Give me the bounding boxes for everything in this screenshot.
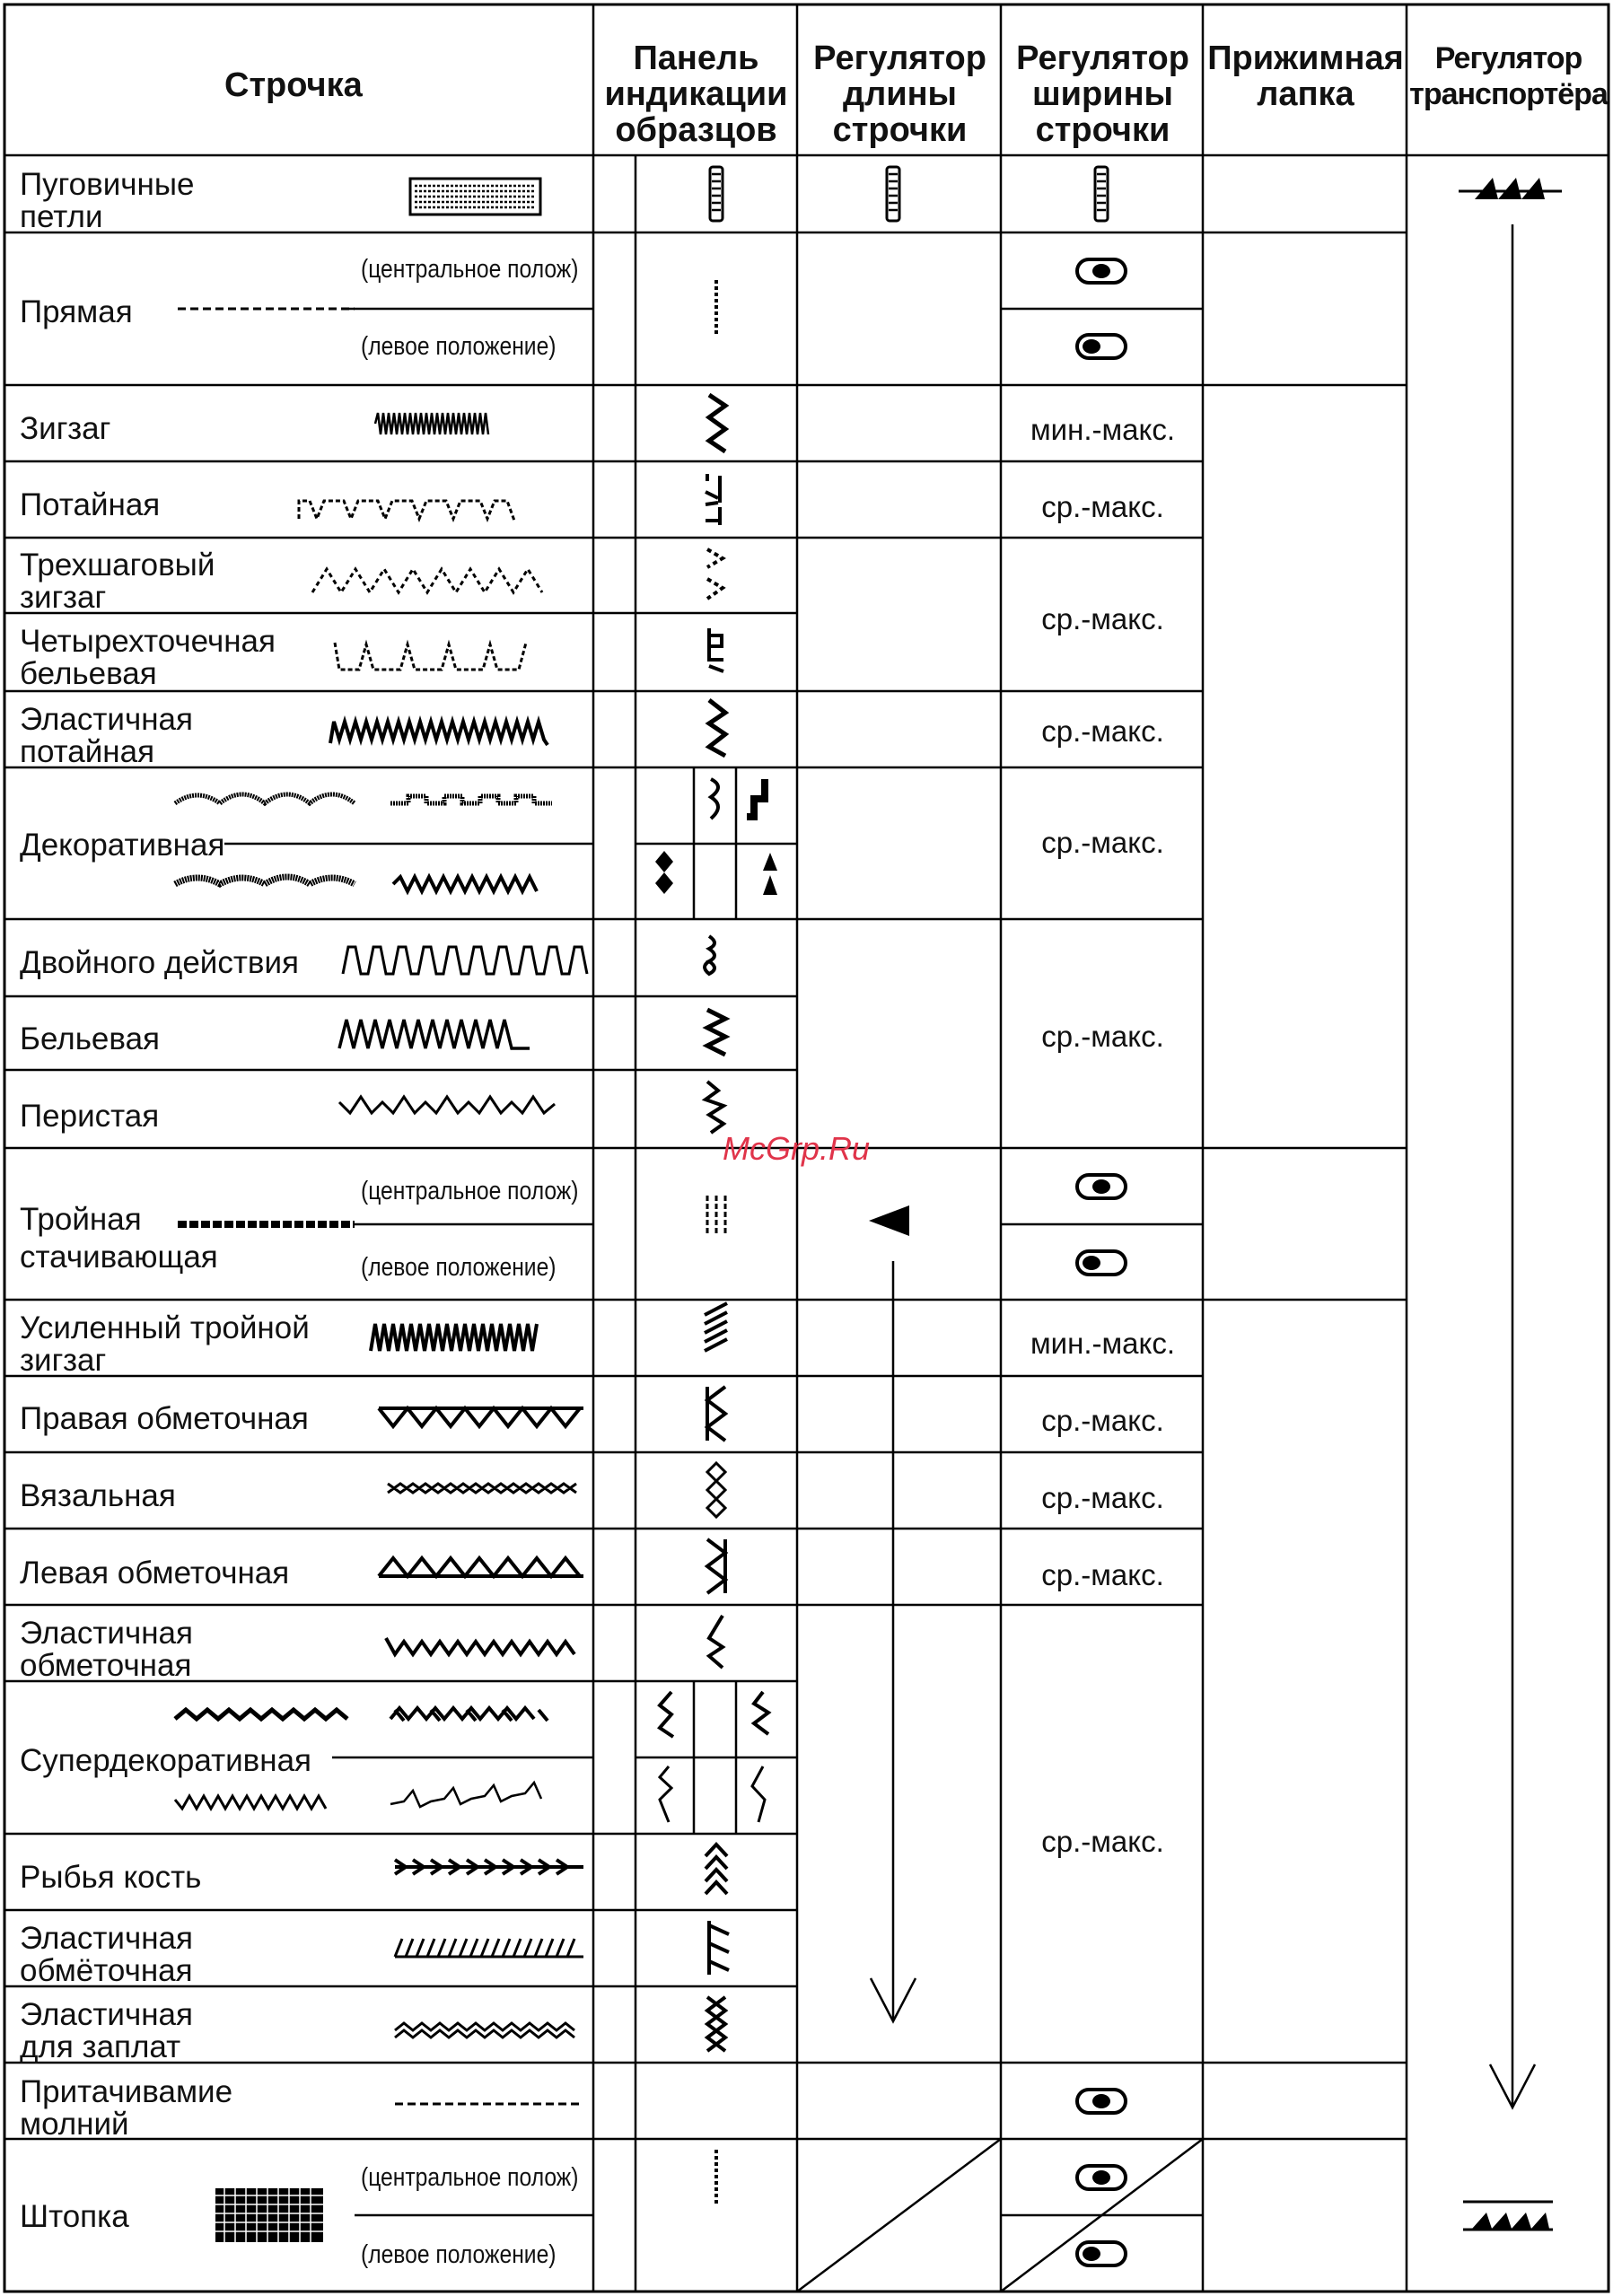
superdecor-c-indicator-icon	[660, 1766, 671, 1822]
stitch-name: Пуговичные петли	[20, 167, 195, 234]
position-left-label: (левое положение)	[361, 1253, 557, 1282]
elastic-blind-sample-icon	[330, 722, 548, 745]
superdecor-sample-a-icon	[175, 1710, 347, 1719]
width-value: ср.-макс.	[1041, 1558, 1164, 1591]
needle-position-left-icon	[1077, 1251, 1126, 1275]
decor-c-indicator-icon	[655, 851, 673, 894]
triple-zigzag-sample-icon	[371, 1324, 537, 1351]
stitch-name: Притачивамие молний	[20, 2074, 233, 2142]
decorative-sample-c-icon	[175, 877, 355, 884]
double-action-sample-icon	[343, 947, 587, 974]
right-overcast-sample-icon	[379, 1408, 583, 1426]
stitch-name: Двойного действия	[20, 945, 299, 980]
patch-sample-icon	[395, 2023, 574, 2037]
stitch-name: Левая обметочная	[20, 1555, 290, 1591]
position-center-label: (центральное полож)	[361, 255, 579, 284]
decorative-sample-a-icon	[175, 794, 355, 803]
decorative-sample-b-icon	[390, 796, 552, 803]
decor-a-indicator-icon	[711, 779, 718, 819]
width-value: ср.-макс.	[1041, 826, 1164, 859]
blind-indicator-icon	[706, 474, 720, 525]
elastic-overlock-sample-icon	[395, 1939, 583, 1957]
stitch-name: Четырехточечная бельевая	[20, 624, 276, 691]
elastic-overcast-sample-icon	[386, 1638, 574, 1654]
stitch-name: Эластичная для заплат	[20, 1997, 193, 2064]
stitch-name: Потайная	[20, 487, 161, 522]
feather-sample-icon	[339, 1097, 555, 1113]
left-overcast-indicator-icon	[707, 1539, 725, 1593]
width-value: мин.-макс.	[1030, 1327, 1176, 1360]
width-value: ср.-макс.	[1041, 714, 1164, 748]
fishbone-sample-icon	[395, 1860, 583, 1874]
buttonhole-indicator-icon	[710, 167, 723, 221]
position-left-label: (левое положение)	[361, 2240, 557, 2269]
patch-indicator-icon	[707, 1997, 725, 2051]
lingerie-sample-icon	[339, 1020, 530, 1048]
superdecor-sample-d-icon	[390, 1783, 541, 1807]
superdecor-sample-b-icon	[390, 1708, 548, 1721]
width-value: ср.-макс.	[1041, 1404, 1164, 1437]
superdecor-a-indicator-icon	[660, 1692, 673, 1737]
zigzag-sample-icon	[375, 413, 488, 434]
left-overcast-sample-icon	[379, 1558, 583, 1576]
superdecor-d-indicator-icon	[752, 1766, 765, 1822]
decor-d-indicator-icon	[763, 853, 777, 895]
width-value: ср.-макс.	[1041, 490, 1164, 523]
stitch-name: Перистая	[20, 1099, 160, 1134]
stitch-name: Супердекоративная	[20, 1743, 311, 1778]
stitch-name: Рыбья кость	[20, 1860, 202, 1895]
needle-position-center-icon	[1077, 259, 1126, 283]
buttonhole-sample-icon	[410, 179, 540, 215]
fishbone-indicator-icon	[706, 1845, 727, 1894]
stitch-name: Правая обметочная	[20, 1401, 309, 1436]
stitch-name: Эластичная обмёточная	[20, 1921, 193, 1988]
superdecor-sample-c-icon	[175, 1796, 326, 1809]
stitch-name: Тройная стачивающая	[20, 1202, 218, 1275]
feather-indicator-icon	[706, 1082, 723, 1133]
stitch-name: Эластичная потайная	[20, 702, 193, 769]
decor-b-indicator-icon	[747, 779, 765, 817]
feed-dog-down-icon	[1463, 2202, 1553, 2230]
stitch-name: Прямая	[20, 294, 133, 329]
needle-position-left-icon	[1077, 335, 1126, 358]
needle-position-center-icon	[1077, 2166, 1126, 2189]
buttonhole-width-icon	[1095, 167, 1108, 221]
needle-position-center-icon	[1077, 2090, 1126, 2113]
width-value: мин.-макс.	[1030, 413, 1176, 446]
stitch-name: Вязальная	[20, 1478, 176, 1513]
needle-position-center-icon	[1077, 1175, 1126, 1198]
knit-indicator-icon	[707, 1463, 725, 1517]
zigzag-indicator-icon	[709, 395, 725, 451]
four-point-indicator-icon	[709, 628, 723, 671]
header-stitch-width: Регулятор ширины строчки	[1016, 39, 1189, 149]
position-center-label: (центральное полож)	[361, 2163, 579, 2192]
blind-sample-icon	[299, 501, 514, 521]
left-triangle-icon	[869, 1205, 909, 1236]
width-value: ср.-макс.	[1041, 1825, 1164, 1858]
knit-sample-icon	[388, 1484, 576, 1493]
feed-dog-up-icon	[1459, 178, 1562, 199]
stitch-name: Трехшаговый зигзаг	[20, 548, 215, 615]
stitch-name: Зигзаг	[20, 411, 111, 446]
stitch-name: Штопка	[20, 2199, 129, 2234]
triple-straight-indicator-icon	[707, 1196, 725, 1233]
lingerie-indicator-icon	[707, 1010, 725, 1055]
stitch-name: Декоративная	[20, 828, 225, 863]
header-presser-foot: Прижимная лапка	[1207, 39, 1404, 113]
elastic-overcast-indicator-icon	[709, 1616, 723, 1668]
width-value: ср.-макс.	[1041, 602, 1164, 635]
elastic-overlock-indicator-icon	[709, 1921, 729, 1975]
three-step-indicator-icon	[707, 549, 723, 599]
position-left-label: (левое положение)	[361, 332, 557, 361]
right-overcast-indicator-icon	[707, 1387, 725, 1441]
header-feed-dog: Регулятор транспортёра	[1409, 41, 1608, 111]
superdecor-b-indicator-icon	[754, 1692, 768, 1734]
buttonhole-length-icon	[887, 167, 899, 221]
width-value: ср.-макс.	[1041, 1481, 1164, 1514]
stitch-name: Бельевая	[20, 1021, 161, 1056]
triple-zigzag-indicator-icon	[705, 1303, 727, 1351]
darning-sample-icon	[215, 2188, 323, 2242]
position-center-label: (центральное полож)	[361, 1177, 579, 1205]
watermark: McGrp.Ru	[723, 1130, 871, 1167]
needle-position-left-icon	[1077, 2242, 1126, 2265]
double-action-indicator-icon	[705, 936, 714, 974]
stitch-name: Эластичная обметочная	[20, 1616, 193, 1683]
header-stitch: Строчка	[224, 66, 363, 104]
elastic-blind-indicator-icon	[709, 700, 725, 756]
four-point-sample-icon	[335, 643, 526, 670]
decorative-sample-d-icon	[393, 877, 537, 891]
width-value: ср.-макс.	[1041, 1020, 1164, 1053]
three-step-sample-icon	[312, 569, 542, 592]
header-stitch-length: Регулятор длины строчки	[813, 39, 986, 149]
header-pattern-panel: Панель индикации образцов	[604, 39, 788, 149]
stitch-name: Усиленный тройной зигзаг	[20, 1310, 310, 1378]
